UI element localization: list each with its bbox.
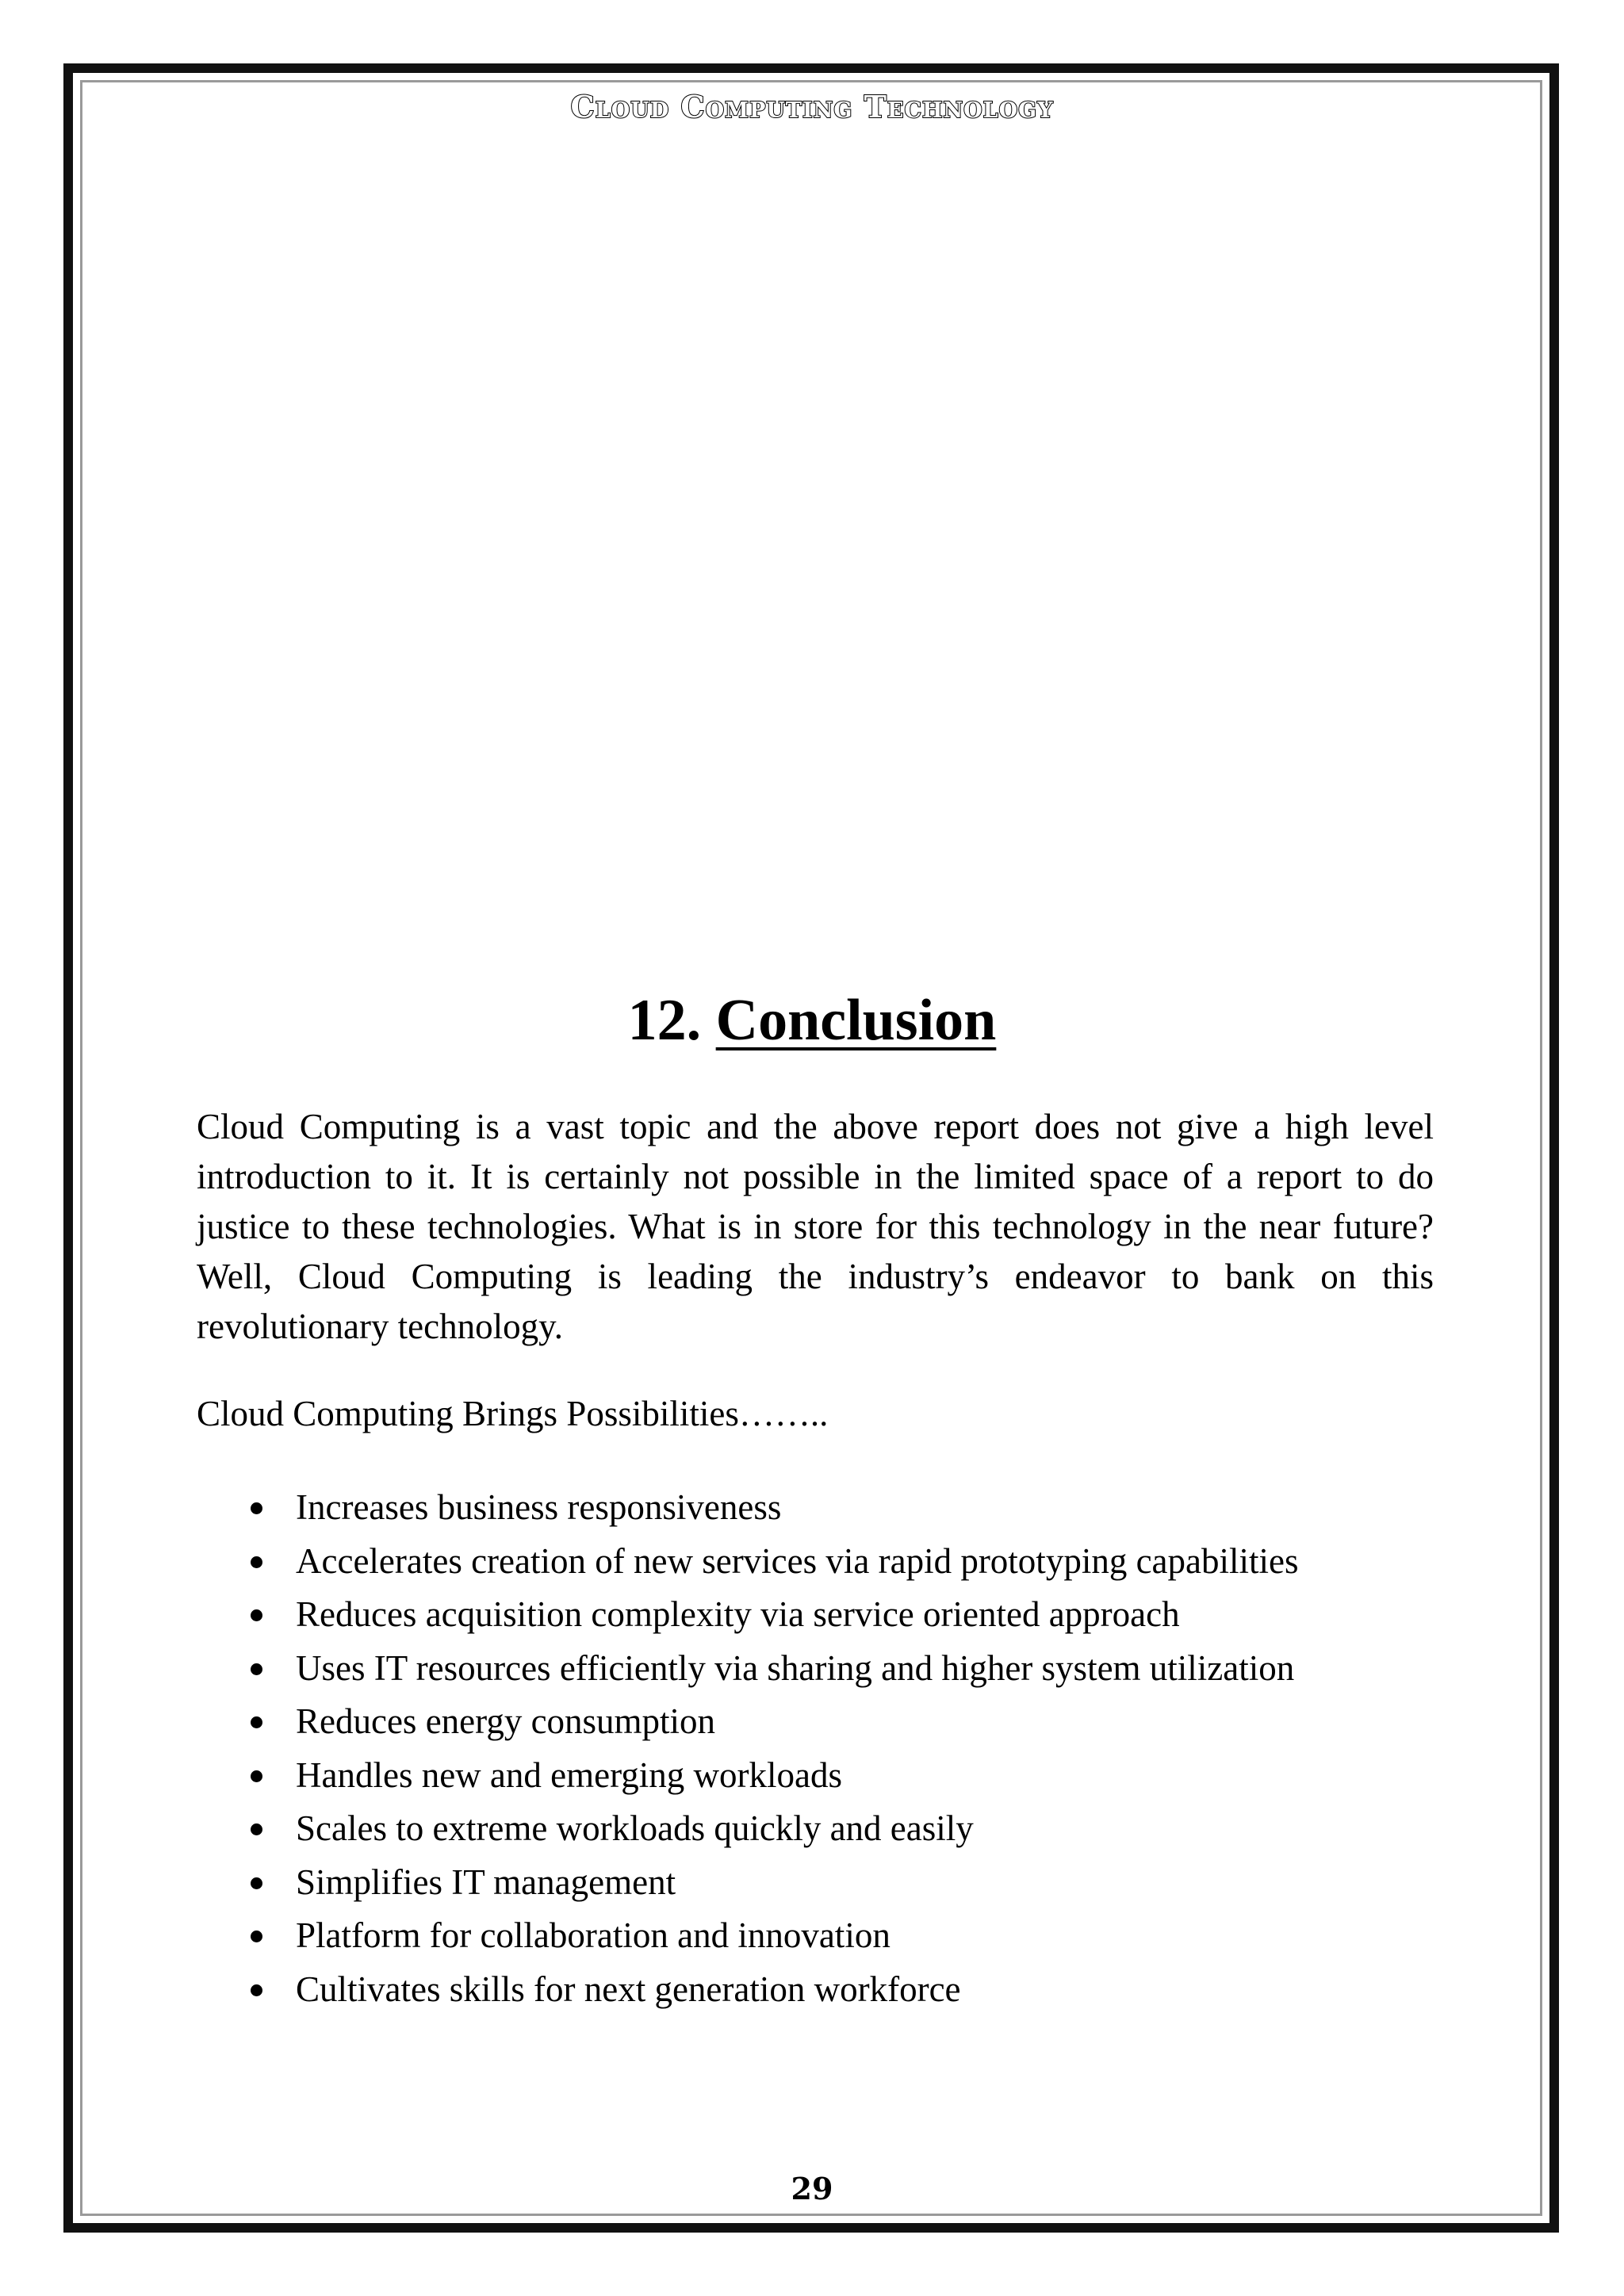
bullet-icon — [251, 1877, 262, 1889]
possibilities-list — [197, 1481, 1465, 2016]
list-item — [197, 1588, 1465, 1642]
bullet-icon — [251, 1931, 262, 1942]
list-item-text: Accelerates creation of new services via rapid prototyping capabilities — [296, 1540, 1299, 1581]
list-item — [197, 1642, 1465, 1696]
list-item — [197, 1963, 1465, 2017]
section-number: 12. — [627, 988, 702, 1053]
section-heading — [0, 988, 1624, 1053]
list-item — [197, 1856, 1465, 1910]
running-header: Cloud Computing Technology — [570, 89, 1054, 124]
list-item-text: Reduces energy consumption — [296, 1701, 716, 1741]
list-item-text: Platform for collaboration and innovation — [296, 1915, 891, 1955]
bullet-icon — [251, 1556, 262, 1568]
conclusion-paragraph: Cloud Computing is a vast topic and the above report does not give a high level introduction to it. It is certainly not possible in the limited space of a report to do justice to these technologies. What is in store for this technology in the near future? Well, Cloud Computing is leading the industry’s endeavor to bank on this revolutionary technology. — [197, 1107, 1434, 1346]
list-item-text: Reduces acquisition complexity via service oriented approach — [296, 1594, 1180, 1634]
list-item — [197, 1749, 1465, 1803]
list-item — [197, 1802, 1465, 1856]
bullet-icon — [251, 1984, 262, 1996]
list-item-text: Simplifies IT management — [296, 1862, 676, 1902]
list-item-text: Scales to extreme workloads quickly and easily — [296, 1808, 974, 1848]
section-title: Conclusion — [715, 988, 997, 1053]
bullet-icon — [251, 1502, 262, 1514]
bullet-icon — [251, 1716, 262, 1728]
list-item-text: Cultivates skills for next generation workforce — [296, 1969, 961, 2009]
list-item — [197, 1481, 1465, 1535]
list-item — [197, 1695, 1465, 1749]
bullet-icon — [251, 1609, 262, 1621]
bullet-icon — [251, 1823, 262, 1835]
bullet-icon — [251, 1770, 262, 1782]
possibilities-lead: Cloud Computing Brings Possibilities…….. — [197, 1394, 829, 1433]
list-item-text: Uses IT resources efficiently via sharing and higher system utilization — [296, 1647, 1295, 1688]
bullet-icon — [251, 1663, 262, 1675]
page-number: 29 — [791, 2171, 833, 2206]
list-item — [197, 1535, 1465, 1589]
list-item-text: Handles new and emerging workloads — [296, 1755, 842, 1795]
list-item — [197, 1909, 1465, 1963]
list-item-text: Increases business responsiveness — [296, 1487, 782, 1527]
